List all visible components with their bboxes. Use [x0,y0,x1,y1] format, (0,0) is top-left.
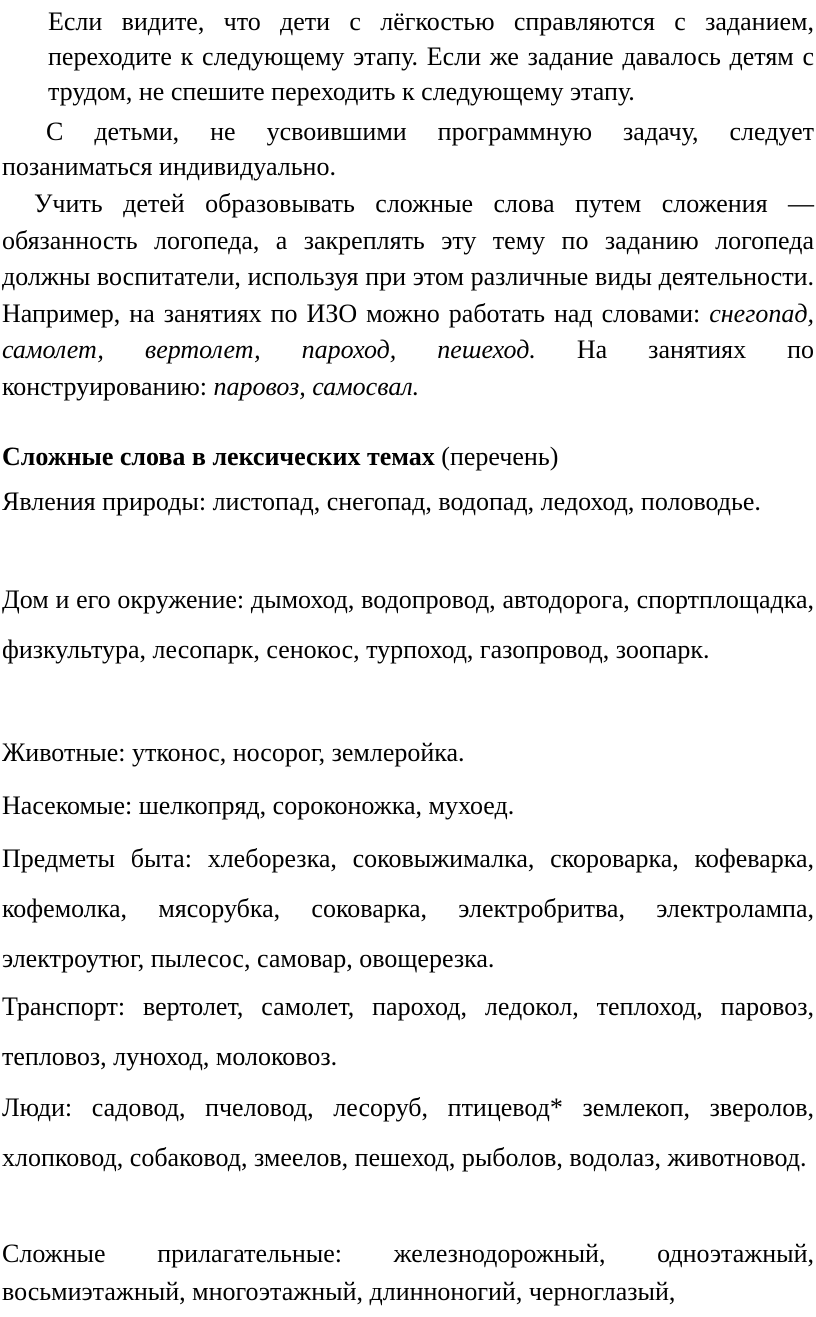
paragraph-1 [2,4,814,109]
list-household-text: Предметы быта: хлеборезка, соковыжималка, скороварка, кофеварка, кофемолка, мясорубка, соковарка, электробритва, электролампа, электроутюг, пылесос, самовар, овощерезка. [2,844,814,973]
paragraph-3 [2,186,814,405]
list-people-text: Люди: садовод, пчеловод, лесоруб, птицевод* землекоп, зверолов, хлопковод, собаковод, змеелов, пешеход, рыболов, водолаз, животновод. [2,1093,814,1172]
list-nature [2,474,814,530]
paragraph-3-tail: На занятиях по конструированию: [2,335,815,401]
paragraph-2-text: С детьми, не усвоившими программную задачу, следует позаниматься индивидуально. [2,117,814,181]
list-home-text: Дом и его окружение: дымоход, водопровод, автодорога, спортплощадка, физкультура, лесопарк, сенокос, турпоход, газопровод, зоопарк. [2,585,814,664]
list-insects [2,786,814,826]
section-title-note: (перечень) [441,442,559,471]
list-home [2,575,814,675]
paragraph-1-text: Если видите, что дети с лёгкостью справляются с заданием, переходите к следующему этапу. Если же задание давалось детям с трудом, не спешите переходить к следующему этапу. [48,7,814,106]
list-animals [2,733,814,773]
list-insects-text: Насекомые: шелкопряд, сороконожка, мухоед. [2,791,515,820]
paragraph-2 [2,114,814,184]
list-household [2,834,814,984]
paragraph-3-italic-words: снегопад, самолет, вертолет, пароход, пешеход. [2,298,814,364]
paragraph-3-italic-words-2: паровоз, самосвал. [213,371,420,401]
paragraph-3-text: Учить детей образовывать сложные слова путем сложения — обязанность логопеда, а закреплять эту тему по заданию логопеда должны воспитатели, используя при этом различные виды деятельности. Например, на занятиях по ИЗО можно работать над словами: [2,189,814,328]
section-heading [2,442,814,472]
list-adjectives-text: Сложные прилагательные: железнодорожный, одноэтажный, восьмиэтажный, многоэтажный, длинноногий, черноглазый, [2,1239,814,1306]
list-transport-text: Транспорт: вертолет, самолет, пароход, ледокол, теплоход, паровоз, тепловоз, луноход, молоковоз. [2,992,814,1071]
list-transport [2,982,814,1082]
list-adjectives [2,1235,814,1311]
list-animals-text: Животные: утконос, носорог, землеройка. [2,738,465,767]
list-nature-text: Явления природы: листопад, снегопад, водопад, ледоход, половодье. [2,487,761,516]
section-title: Сложные слова в лексических темах [2,442,435,471]
list-people [2,1083,814,1183]
